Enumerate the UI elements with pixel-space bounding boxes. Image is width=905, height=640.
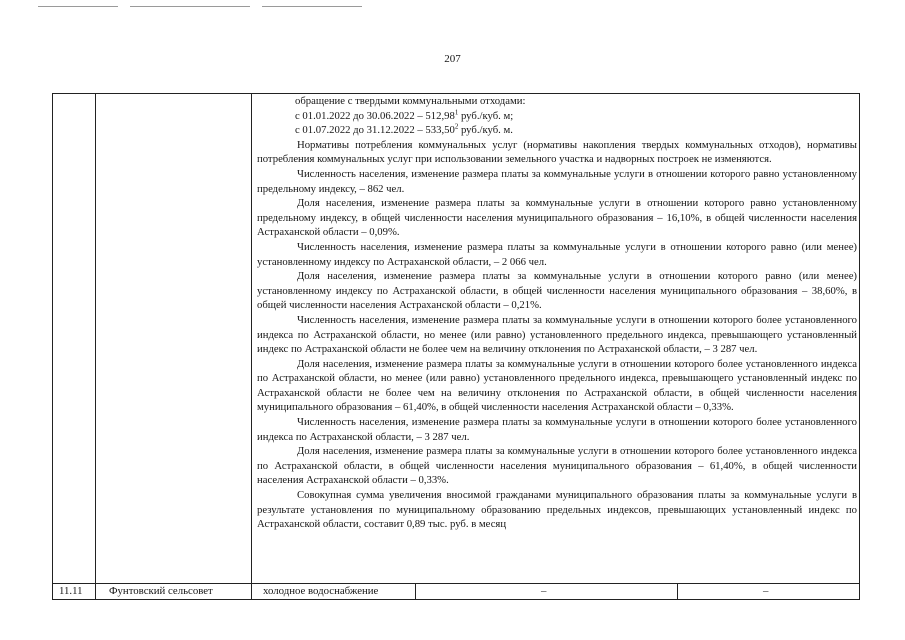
paragraph: Численность населения, изменение размера платы за коммунальные услуги в отношении которого более установленного индекса по Астраханской области, но менее (или равно) установленного предельного индекса, превышающего установленный индекс по Астраханской области не более чем на величину отклонения по Астраханской области, – 3 287 чел. xyxy=(257,313,857,356)
paragraph: Численность населения, изменение размера платы за коммунальные услуги в отношении которого равно установленному предельному индексу, – 862 чел. xyxy=(257,167,857,195)
column-border xyxy=(415,583,416,600)
paragraph: Доля населения, изменение размера платы за коммунальные услуги в отношении которого равно (или менее) установленному индексу по Астраханской области, в общей численности населения муниципального образования – 38,60%, в общей численности населения Астраханской области – 0,21%. xyxy=(257,270,857,312)
row-number: 11.11 xyxy=(59,585,83,597)
row-continuation-text xyxy=(257,94,857,532)
paragraph: Доля населения, изменение размера платы за коммунальные услуги в отношении которого более установленного индекса по Астраханской области, но менее (или равно) установленного предельного индекса, превышающего установленный индекс по Астраханской области не более чем на величину отклонения по Астраханской области, в общей численности населения муниципального образования – 61,40%, в общей численности населения Астраханской области – 0,33%. xyxy=(257,357,857,414)
scan-artifact-line xyxy=(130,6,250,7)
paragraph: Доля населения, изменение размера платы за коммунальные услуги в отношении которого равно установленному предельному индексу, в общей численности населения муниципального образования – 16,10%, в общей численности населения Астраханской области – 0,09%. xyxy=(257,197,857,239)
value-cell: – xyxy=(541,585,547,597)
paragraph: Нормативы потребления коммунальных услуг (нормативы накопления твердых коммунальных отходов), нормативы потребления коммунальных услуг при использовании земельного участка и надворных построек не изменяются. xyxy=(257,138,857,166)
paragraph: Численность населения, изменение размера платы за коммунальные услуги в отношении которого равно (или менее) установленному индексу по Астраханской области, – 2 066 чел. xyxy=(257,240,857,268)
paragraph: обращение с твердыми коммунальными отходами: xyxy=(295,95,526,107)
paragraph: с 01.07.2022 до 31.12.2022 – 533,50$^2$ руб./куб. м. xyxy=(295,122,513,137)
row-border xyxy=(53,583,859,584)
paragraph: Численность населения, изменение размера платы за коммунальные услуги в отношении которого более установленного индекса по Астраханской области, – 3 287 чел. xyxy=(257,416,857,443)
service-name: холодное водоснабжение xyxy=(263,585,379,597)
municipality-name: Фунтовский сельсовет xyxy=(109,585,213,597)
page-number: 207 xyxy=(444,53,461,65)
scan-artifact-line xyxy=(38,6,118,7)
value-cell: – xyxy=(763,585,769,597)
paragraph: Доля населения, изменение размера платы за коммунальные услуги в отношении которого более установленного индекса по Астраханской области, в общей численности населения муниципального образования – 61,40%, в общей численности населения Астраханской области – 0,33%. xyxy=(257,445,857,487)
paragraph: Совокупная сумма увеличения вносимой гражданами муниципального образования платы за коммунальные услуги в результате установления по муниципальному образованию предельных индексов, превышающих установленный индекс по Астраханской области, составит 0,89 тыс. руб. в месяц xyxy=(257,489,857,531)
document-table xyxy=(52,93,860,600)
column-border xyxy=(677,583,678,600)
column-border xyxy=(95,94,96,600)
scan-artifact-line xyxy=(262,6,362,7)
column-border xyxy=(251,94,252,600)
paragraph: с 01.01.2022 до 30.06.2022 – 512,98$^1$ руб./куб. м; xyxy=(295,108,514,122)
